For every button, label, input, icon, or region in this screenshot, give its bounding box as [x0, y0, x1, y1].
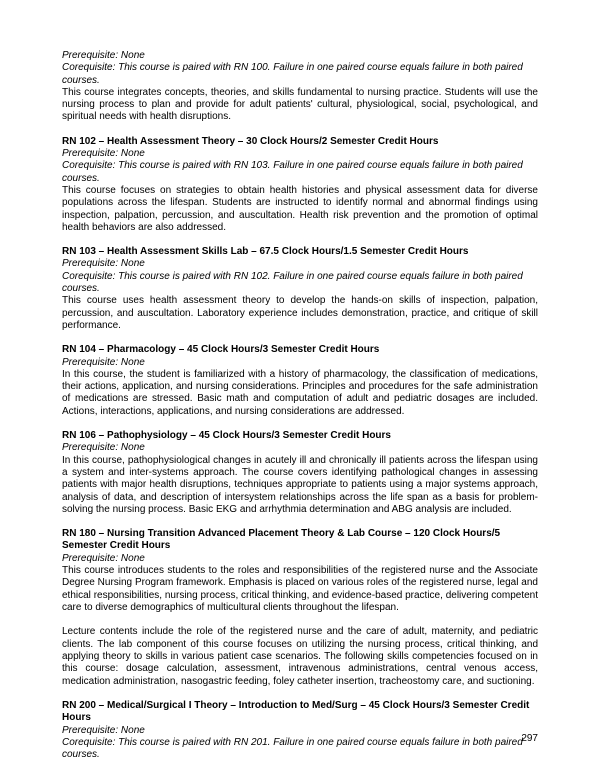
course-section-rn103	[62, 246, 538, 332]
prerequisite-line: Prerequisite: None	[62, 552, 145, 564]
course-heading: RN 200 – Medical/Surgical I Theory – Introduction to Med/Surg – 45 Clock Hours/3 Semester Credit Hours	[62, 699, 530, 724]
prerequisite-line: Prerequisite: None	[62, 724, 145, 736]
course-heading: RN 180 – Nursing Transition Advanced Placement Theory & Lab Course – 120 Clock Hours/5 Semester Credit Hours	[62, 528, 501, 552]
course-description: This course uses health assessment theory to develop the hands-on skills of inspection, palpation, percussion, and auscultation. Laboratory experience includes demonstration, practice, and critique of skill performance.	[62, 295, 538, 331]
course-section-rn106	[62, 430, 538, 516]
prerequisite-line: Prerequisite: None	[62, 50, 145, 61]
prerequisite-line: Prerequisite: None	[62, 148, 145, 160]
corequisite-line: Corequisite: This course is paired with RN 100. Failure in one paired course equals failure in both paired courses.	[62, 62, 523, 86]
course-section-intro	[62, 50, 538, 124]
course-section-rn104	[62, 344, 538, 418]
corequisite-line: Corequisite: This course is paired with RN 102. Failure in one paired course equals failure in both paired courses.	[62, 270, 523, 295]
course-heading: RN 104 – Pharmacology – 45 Clock Hours/3 Semester Credit Hours	[62, 344, 380, 356]
corequisite-line: Corequisite: This course is paired with RN 103. Failure in one paired course equals failure in both paired courses.	[62, 160, 523, 184]
course-section-rn180	[62, 528, 538, 688]
course-section-rn102	[62, 136, 538, 234]
page-number: 297	[521, 732, 538, 744]
page-content	[62, 50, 538, 771]
course-section-rn200	[62, 700, 538, 761]
course-description: This course introduces students to the roles and responsibilities of the registered nurse and the Associate Degree Nursing Program framework. Emphasis is placed on various roles of the registered nurse, legal and ethical responsibilities, nursing process, critical thinking, and evidence-based practice, delivering competent care to diverse demographics of multicultural clients throughout the lifespan.	[62, 564, 538, 613]
course-heading: RN 106 – Pathophysiology – 45 Clock Hours/3 Semester Credit Hours	[62, 430, 391, 442]
course-description: In this course, pathophysiological changes in acutely ill and chronically ill patients across the lifespan using a system and inter-systems approach. The course covers identifying pathological changes in assessing patients with major health disruptions, techniques appropriate to patients using a major systems approach, analysis of data, and description of intersystem relationships across the life span as a basis for problem-solving the nursing process. Basic EKG and arrhythmia determination and ABG analysis are included.	[62, 454, 538, 515]
course-description: This course focuses on strategies to obtain health histories and physical assessment data for diverse populations across the lifespan. Students are instructed to identify normal and abnormal findings using inspection, palpation, percussion, and auscultation. Health risk prevention and the promotion of optimal health behaviors are also addressed.	[62, 184, 538, 233]
course-description: In this course, the student is familiarized with a history of pharmacology, the classification of medications, their actions, application, and nursing considerations. Principles and procedures for the safe administration of medications are stressed. Basic math and computation of adult and pediatric dosages are included. Actions, interactions, applications, and nursing considerations are addressed.	[62, 368, 538, 417]
corequisite-line: Corequisite: This course is paired with RN 201. Failure in one paired course equals failure in both paired courses.	[62, 736, 523, 761]
prerequisite-line: Prerequisite: None	[62, 442, 145, 454]
course-description: Lecture contents include the role of the registered nurse and the care of adult, maternity, and pediatric clients. The lab component of this course focuses on utilizing the nursing process, critical thinking, and applying theory to skills in various patient case scenarios. The following skills competencies focused on in this course: dosage calculation, assessment, intravenous administrations, central venous access, medication administration, nasogastric feeding, foley catheter insertion, tracheostomy care, and suctioning.	[62, 626, 538, 687]
course-description: This course integrates concepts, theories, and skills fundamental to nursing practice. Students will use the nursing process to plan and provide for adult patients' cultural, physiological, social, psychological, and spiritual needs with health disruptions.	[62, 86, 538, 123]
course-heading: RN 103 – Health Assessment Skills Lab – 67.5 Clock Hours/1.5 Semester Credit Hours	[62, 246, 469, 258]
prerequisite-line: Prerequisite: None	[62, 258, 145, 270]
prerequisite-line: Prerequisite: None	[62, 356, 145, 368]
course-heading: RN 102 – Health Assessment Theory – 30 Clock Hours/2 Semester Credit Hours	[62, 135, 439, 147]
